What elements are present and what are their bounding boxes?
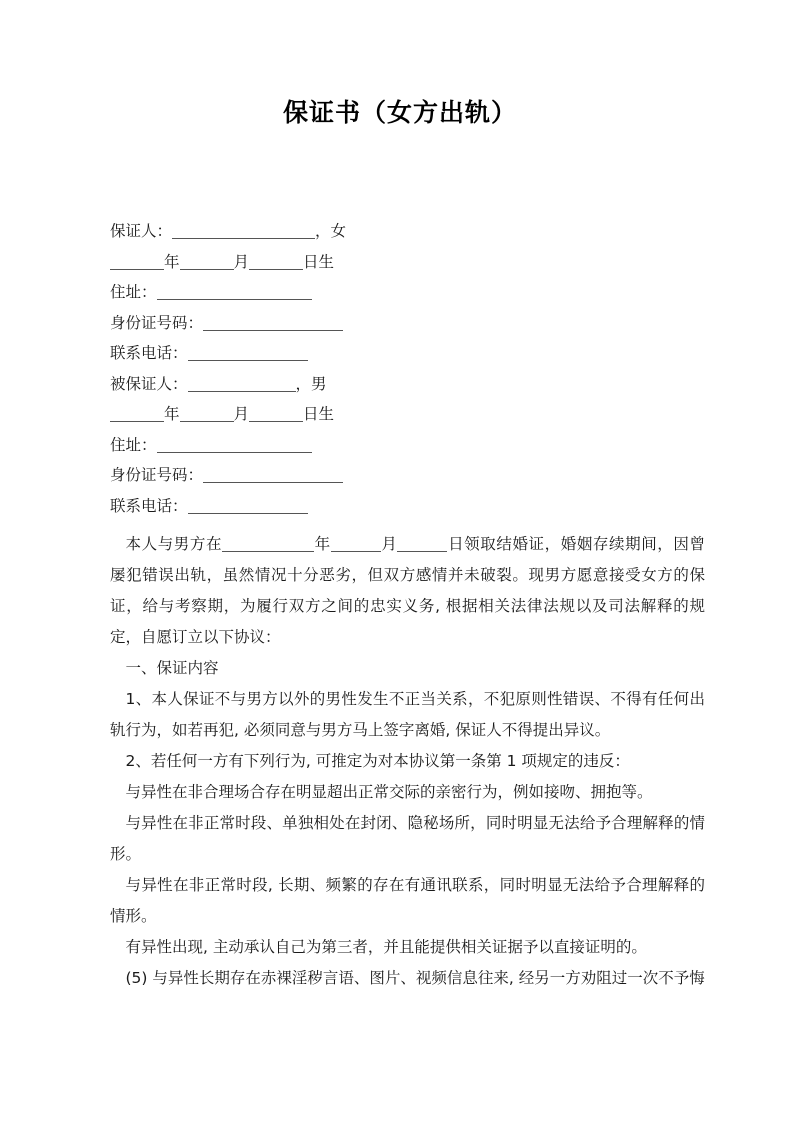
guaranteed-year-label: 年 [164, 405, 180, 423]
guaranteed-name-line [110, 369, 705, 400]
party-details-form [0, 216, 800, 521]
guarantor-id-label: 身份证号码： [110, 313, 204, 332]
agreement-body [0, 529, 800, 994]
section-heading: 一、保证内容 [125, 659, 219, 677]
guarantor-day-label: 日生 [303, 252, 335, 271]
guaranteed-address-blank[interactable] [157, 439, 312, 453]
guaranteed-gender-label: ，男 [295, 374, 327, 393]
marriage-month-blank[interactable] [331, 538, 381, 552]
guaranteed-phone-line [110, 491, 705, 522]
preamble-paragraph [110, 529, 705, 653]
guarantor-id-line [110, 308, 705, 339]
clause-item: 2、若任何一方有下列行为, 可推定为对本协议第一条第 1 项规定的违反： [125, 752, 630, 770]
guarantor-phone-blank[interactable] [188, 347, 308, 361]
guarantor-id-blank[interactable] [203, 317, 343, 331]
guarantor-phone-label: 联系电话： [110, 344, 188, 362]
guarantor-year-label: 年 [164, 252, 180, 271]
guarantor-name-line [110, 216, 705, 247]
guarantor-gender-label: ，女 [315, 222, 347, 240]
guarantor-birthdate-line [110, 247, 705, 278]
sub-clause-item: 与异性在非合理场合存在明显超出正常交际的亲密行为，例如接吻、拥抱等。 [125, 783, 653, 801]
guarantor-birth-day-blank[interactable] [249, 256, 303, 270]
guarantor-birth-year-blank[interactable] [110, 256, 164, 270]
marriage-year-blank[interactable] [222, 538, 314, 552]
marriage-day-blank[interactable] [397, 538, 447, 552]
guaranteed-phone-label: 联系电话： [110, 496, 188, 515]
guarantor-month-label: 月 [233, 252, 250, 271]
page-title: 保证书（女方出轨） [282, 98, 517, 127]
sub-clause-item: 与异性在非正常时段、单独相处在封闭、隐秘场所，同时明显无法给予合理解释的情形。 [110, 814, 705, 863]
guarantor-address-line [110, 277, 705, 308]
preamble-month-label: 月 [380, 535, 398, 553]
guaranteed-id-blank[interactable] [203, 469, 343, 483]
guarantor-birth-month-blank[interactable] [180, 256, 234, 270]
guaranteed-birthdate-line [110, 399, 705, 430]
guaranteed-id-label: 身份证号码： [110, 466, 204, 484]
preamble-year-label: 年 [314, 535, 331, 553]
guaranteed-birth-year-blank[interactable] [110, 408, 164, 422]
guaranteed-day-label: 日生 [303, 405, 335, 423]
guaranteed-address-label: 住址： [110, 435, 157, 454]
guarantor-name-label: 保证人： [110, 222, 173, 240]
guaranteed-id-line [110, 460, 705, 491]
clause-item: 1、本人保证不与男方以外的男性发生不正当关系，不犯原则性错误、不得有任何出轨行为，如若再犯, 必须同意与男方马上签字离婚, 保证人不得提出异议。 [110, 690, 705, 739]
guaranteed-phone-blank[interactable] [188, 500, 308, 514]
preamble-part1: 本人与男方在 [125, 535, 223, 553]
guarantor-address-blank[interactable] [157, 286, 312, 300]
guaranteed-month-label: 月 [233, 405, 250, 423]
guaranteed-birth-month-blank[interactable] [180, 408, 234, 422]
guaranteed-address-line [110, 430, 705, 461]
sub-clause-item: 有异性出现, 主动承认自己为第三者，并且能提供相关证据予以直接证明的。 [125, 938, 647, 956]
guarantor-phone-line [110, 338, 705, 369]
sub-clause-item: (5) 与异性长期存在赤裸淫秽言语、图片、视频信息往来, 经另一方劝阻过一次不予悔 [125, 969, 705, 987]
guarantor-name-blank[interactable] [172, 225, 315, 239]
sub-clause-item: 与异性在非正常时段, 长期、频繁的存在有通讯联系，同时明显无法给予合理解释的情形。 [110, 876, 705, 925]
preamble-rest: 日领取结婚证，婚姻存续期间，因曾屡犯错误出轨，虽然情况十分恶劣，但双方感情并未破裂。现男方愿意接受女方的保证，给与考察期，为履行双方之间的忠实义务, 根据相关法律法规以及司法解释的规定，自愿订立以下协议： [110, 535, 705, 646]
guaranteed-name-blank[interactable] [188, 378, 296, 392]
guarantor-address-label: 住址： [110, 283, 157, 301]
guaranteed-name-label: 被保证人： [110, 374, 188, 393]
guaranteed-birth-day-blank[interactable] [249, 408, 303, 422]
